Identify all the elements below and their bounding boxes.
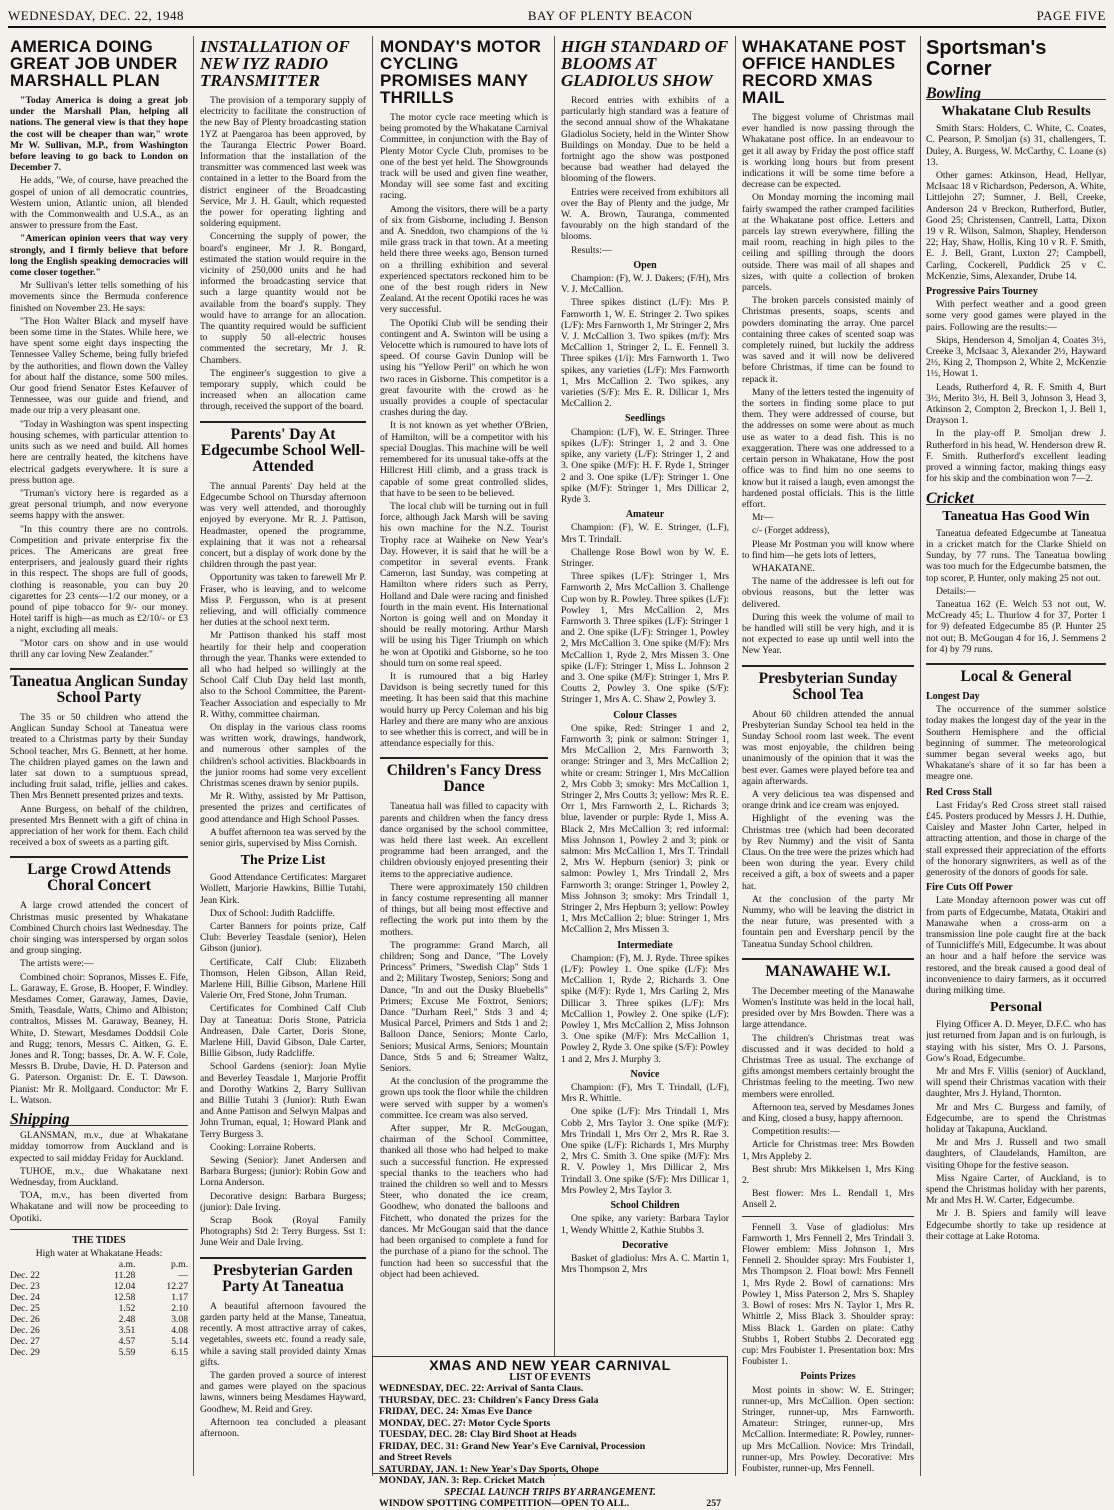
- paragraph: Cooking: Lorraine Roberts.: [210, 1141, 316, 1153]
- paragraph: On display in the various class rooms was written work, drawings, handwork, and numerous other samples of the children's school activities. Blackboards in the junior rooms had some very excellent Christmas scenes drawn by senior pupils.: [200, 721, 366, 789]
- carnival-number: 257: [706, 1498, 721, 1509]
- carnival-event: SATURDAY, JAN. 1: New Year's Day Sports, Ohope: [379, 1463, 599, 1475]
- paragraph: "American opinion veers that way very strongly, and I firmly believe that before long the English speaking democracies will come closer together.": [10, 233, 188, 279]
- article-headline: HIGH STANDARD OF BLOOMS AT GLADIOLUS SHOW: [561, 38, 728, 90]
- article-headline: Taneatua Anglican Sunday School Party: [10, 668, 188, 706]
- paragraph: Competition results:—: [752, 1126, 840, 1138]
- tide-row: [10, 1336, 188, 1347]
- paragraph: Most points in show: W. E. Stringer; runner-up, Mrs McCallion. Open section: Stringer, runner-up, Mrs Farnworth. Amateur: Stringer, runner-up, Mrs McCallion. Intermediate: R. Powley, runner-up Mrs McCallion. Novice: Mrs Trindall, runner-up, Mrs Powley. Decorative: Mrs Foubister, runner-up, Mrs Fennell.: [742, 1384, 914, 1474]
- tide-date: Dec. 24: [10, 1292, 40, 1304]
- carnival-event: FRIDAY, DEC. 31: Grand New Year's Eve Carnival, Procession: [379, 1440, 646, 1452]
- paragraph: "Truman's victory here is regarded as a great personal triumph, and now everyone seems happy with the answer.: [10, 487, 188, 522]
- paragraph: The local club will be turning out in full force, although Jack Marsh will be saving his own machine for the N.Z. Tourist Trophy race at Waiheke on New Year's Day. However, it is said that he will be a competitor in several events. Frank Cameron, last Sunday, was competing at Hamilton where riders such as Perry, Holland and Dale were racing and finished fourth in the main event. His International Norton is going well and on Monday it should be really motoring. Arthur Marsh will be using his Tiger Triumph on which he won at Opotiki and Gisborne, so he too should turn on some real speed.: [380, 500, 548, 669]
- carnival-subtitle: LIST OF EVENTS: [509, 1371, 591, 1383]
- masthead-date: WEDNESDAY, DEC. 22, 1948: [8, 8, 184, 23]
- paragraph: Flying Officer A. D. Meyer, D.F.C. who has just returned from Japan and is on furlough, is staying with his sister, Mrs O. J. Parsons, Gow's Road, Edgecumbe.: [926, 1019, 1106, 1064]
- paragraph: Skips, Henderson 4, Smoljan 4, Coates 3½, Creeke 3, McIsaac 3, Alexander 2½, Hayward 2½, King 2, Thompson 2, White 2, McKenzie 1½, Howat 1.: [926, 334, 1106, 380]
- tide-am: 11.28: [114, 1270, 136, 1282]
- carnival-event: MONDAY, DEC. 27: Motor Cycle Sports: [379, 1417, 551, 1429]
- paragraph: Details:—: [936, 585, 976, 597]
- paragraph: TUHOE, m.v., due Whakatane next Wednesday, from Auckland.: [10, 1165, 188, 1189]
- paragraph: "The Hon Walter Black and myself have been some time in the States. While here, we have spent some eight days inspecting the Tennessee Valley Scheme, being fully briefed by the authorities, and flown down the Valley for about half the distance, some 500 miles. Our good friend Senator Estes Kefauver of Tennessee, was our guide and friend, and made our trip a very pleasant one.: [10, 315, 188, 417]
- paragraph: The broken parcels consisted mainly of Christmas presents, soaps, scents and powders dominating the array. One parcel containing three cakes of scented soap was completely ruined, but luckily the address was saved and it will now be delivered before Christmas, if time can be found to repack it.: [742, 295, 914, 385]
- paragraph: Opportunity was taken to farewell Mr P. Fraser, who is leaving, and to welcome Miss P. Fergusson, who is at present relieving, and will officially commence her duties at the school next term.: [200, 572, 366, 629]
- column-1: [10, 38, 188, 1478]
- paragraph: The 35 or 50 children who attend the Anglican Sunday School at Taneatua were treated to a Christmas party by their Sunday School teacher, Mrs G. Bennett, at her home. The children played games on the lawn and later sat down to a sumptuous spread, including fruit salad, trifle, jellies and cakes. Then Mrs Bennett presented prizes and texts.: [10, 711, 188, 802]
- paragraph: A beautiful afternoon favoured the garden party held at the Manse, Taneatua, recently. A most attractive array of cakes, vegetables, sweets etc. found a ready sale, while a saving stall provided dainty Xmas gifts.: [200, 1300, 366, 1368]
- paragraph: Champion: (F), W. E. Stringer, (L.F), Mrs T. Trindall.: [561, 522, 729, 545]
- column-4: [561, 38, 729, 1350]
- paragraph: Taneatua 162 (E. Welch 53 not out, W. McCready 45; L. Thurlow 4 for 37, Porter 1 for 9) defeated Edgecumbe 85 (P. Hunter 25 not out; B. McGougan 4 for 16, J. Semmens 2 for 4) by 79 runs.: [926, 598, 1106, 655]
- paragraph: Challenge Rose Bowl won by W. E. Stringer.: [561, 546, 729, 569]
- paragraph: Three spikes distinct (L/F): Mrs P. Farnworth 1, W. E. Stringer 2. Two spikes (L/F): Mrs Farnworth 1, Mr Stringer 2, Mrs V. J. McCallion 3. Two spikes (m/f): Mrs McCallion 1, Stringer 2, L. E. Fennell 3. Three spikes (1/i): Mrs Farnworth 1. Two spikes, any varieties (L/F): Mrs Farnworth 1, Mrs McCallion 2. Two spikes, any varieties (S/F): Mrs E. R. Dillicar 1, Mrs McCallion 2.: [561, 297, 729, 410]
- paragraph: Scrap Book (Royal Family Photographs) Std 2: Terry Burgess. Sst 1: June Weir and Dale Irving.: [200, 1215, 366, 1249]
- section-heading: Bowling: [926, 88, 1106, 100]
- paragraph: In the play-off P. Smoljan drew J. Rutherford in his head, W. Henderson drew R. F. Smith. Rutherford's excellent leading proved a winning factor, making things easy for his skip and the combination won 7—2.: [926, 428, 1106, 485]
- paragraph: Decorative design: Barbara Burgess; (junior): Dale Irving.: [200, 1190, 366, 1213]
- paragraph: Carter Banners for points prize, Calf Club: Beverley Teasdale (senior), Helen Gibson (junior).: [200, 921, 366, 955]
- paragraph: At the conclusion of the programme the grown ups took the floor while the children were served with supper by a women's committee. Ice cream was also served.: [380, 1076, 548, 1121]
- tide-pm: 6.15: [171, 1347, 188, 1359]
- paragraph: It is rumoured that a big Harley Davidson is being secretly tuned for this meeting. It has been said that this machine would hurry up Percy Coleman and his big Harley and there are many who are anxious to see whether this is correct, and will be in attendance especially for this.: [380, 670, 548, 750]
- article-headline: MANAWAHE W.I.: [742, 958, 914, 980]
- paragraph: Miss Ngaire Carter, of Auckland, is to spend the Christmas holiday with her parents, Mr and Mrs H. W. Carter, Edgecumbe.: [926, 1172, 1106, 1207]
- tide-am: 1.52: [118, 1303, 136, 1315]
- paragraph: Fennell 3. Vase of gladiolus: Mrs Farnworth 1, Mrs Fennell 2, Mrs Trindall 3. Flower emblem: Miss Johnson 1, Mrs Fennell 2. Shoulder spray: Mrs Foubister 1, Mrs Thompson 2. Float bowl: Mrs Fennell 1, Mrs Ryde 2. Bowl of carnations: Mrs Powley 1, Miss Paterson 2, Mrs S. Shapley 3. Bowl of roses: Mrs N. Taylor 1, Mrs R. Whittle 2, Miss Black 3. Shoulder spray: Miss Black 1. Garden on plate: Cathy Stubbs 1, Robert Stubbs 2. Decorated egg cup: Mrs Foubister 1. Presentation box: Mrs Foubister 1.: [742, 1221, 914, 1368]
- paragraph: Concerning the supply of power, the board's engineer, Mr J. R. Bongard, estimated the station would require in the vicinity of 250,000 units and he had informed the broadcasting service that such a large quantity would not be available from the board's supply. They would have to arrange for an allocation. The quantity required would be sufficient to supply 50 all-electric houses commented the secretary, Mr J. R. Chambers.: [200, 231, 366, 366]
- paragraph: Mr Pattison thanked his staff most heartily for their help and cooperation through the year. Thanks were extended to all who had helped so willingly at the School Calf Club Day held last month, also to the School Committee, the Parent-Teacher Association and especially to Mr R. Withy, committee chairman.: [200, 630, 366, 720]
- paragraph: One spike, any variety: Barbara Taylor 1, Wendy Whittle 2, Kathie Stubbs 3.: [561, 1213, 729, 1236]
- subheading: Intermediate: [617, 939, 673, 951]
- carnival-event: WEDNESDAY, DEC. 22: Arrival of Santa Claus.: [379, 1383, 584, 1394]
- tides-table: [10, 1259, 188, 1358]
- subheading: School Children: [610, 1200, 680, 1212]
- paragraph: School Gardens (senior): Joan Mylie and Beverley Teasdale 1, Marjorie Proffit and Dorothy Watkins 2, Barry Sullivan and Billie Tutahi 3 (Junior): Ruth Ewan and Anne Pattison and Selwyn Malpas and John Truman, equal, 1; Howard Plank and Terry Burgess 3.: [200, 1061, 366, 1140]
- tides-title: THE TIDES: [72, 1234, 126, 1246]
- tide-date: Dec. 27: [10, 1336, 40, 1348]
- subheading: Open: [633, 259, 657, 271]
- tide-pm: 1.17: [171, 1292, 188, 1304]
- masthead: [8, 6, 1106, 28]
- masthead-page: PAGE FIVE: [1036, 8, 1106, 23]
- section-heading: Cricket: [926, 493, 1106, 505]
- paragraph: Last Friday's Red Cross street stall raised £45. Posters produced by Messrs J. H. Duthie, Caisley and Master John Carter, helped in attracting attention, and those in charge of the stall expressed their appreciation of the efforts of the honorary signwriters, as well as of the generosity of the donors of goods for sale.: [926, 799, 1106, 878]
- paragraph: The December meeting of the Manawahe Women's Institute was held in the local hall, presided over by Mrs Bowden. There was a large attendance.: [742, 985, 914, 1031]
- article-headline: INSTALLATION OF NEW IYZ RADIO TRANSMITTER: [200, 38, 350, 90]
- subheading: Progressive Pairs Tourney: [926, 286, 1038, 298]
- paragraph: Champion: (L/F), W. E. Stringer. Three spikes (L/F): Stringer 1, 2 and 3. One spike, any variety (L/F): Stringer 1, 2 and 3. One spike (M/F): H. F. Ryde 1, Stringer 2 and 3. One spike (L/F): Stringer 1. One spike (M/F): Stringer 1, Mrs Dillicar 2, Ryde 3.: [561, 426, 729, 505]
- paragraph: Anne Burgess, on behalf of the children, presented Mrs Bennett with a gift of china in appreciation of her work for them. Each child received a box of sweets as a parting gift.: [10, 803, 188, 849]
- paragraph: Taneatua hall was filled to capacity with parents and children when the fancy dress dance organised by the school committee, was held there last week. An excellent programme had been arranged, and the children obviously enjoyed presenting their items to the appreciative audience.: [380, 801, 548, 880]
- paragraph: Among the visitors, there will be a party of six from Gisborne, including J. Benson and A. Sneddon, two champions of the ¼ mile grass track in that town. At a meeting held there three weeks ago, Benson turned on a thrilling exhibition and several experienced spectators reckoned him to be one of the best rough riders in New Zealand. At the recent Opotiki races he was very successful.: [380, 203, 548, 316]
- paragraph: Afternoon tea, served by Mesdames Jones and King, closed a busy, happy afternoon.: [742, 1101, 914, 1125]
- paragraph: The children's Christmas treat was discussed and it was decided to hold a Christmas Tree as usual. The exchange of gifts amongst members certainly brought the Christmas feeling to the meeting. Two new members were enrolled.: [742, 1032, 914, 1100]
- tides-header-am: a.m.: [118, 1259, 136, 1271]
- paragraph: During this week the volume of mail to be handled will still be very high, and it is not expected to ease up until well into the New Year.: [742, 611, 914, 657]
- tide-am: 3.51: [118, 1325, 136, 1337]
- paragraph: Best flower: Mrs L. Rendall 1, Mrs Ansell 2.: [742, 1188, 914, 1211]
- paragraph: A large crowd attended the concert of Christmas music presented by Whakatane Combined Church choirs last Wednesday. The choir singing was interspersed by organ solos and group singing.: [10, 900, 188, 957]
- paragraph: The Opotiki Club will be sending their contingent and A. Swinton will be using a Velocette which is rumoured to have lots of speed. Of course Gavin Dunlop will be using his "Yellow Peril" on which he won two races in Gisborne. This competitor is a great favourite with the crowd as he usually provides a couple of spectacular crashes during the day.: [380, 317, 548, 419]
- paragraph: Many of the letters tested the ingenuity of the sorters in finding some place to put them. They were addressed of course, but the addresses on some were about as much use as water to a dead fish. This is no exaggeration. There was one addressed to a certain person in Whakatane, How the post office was to find him no one seems to know but it raised a laugh, even amongst the hardened postal officials. This is the little effort.: [742, 386, 914, 510]
- paragraph: Mr J. B. Spiers and family will leave Edgecumbe shortly to take up residence at their cottage at Lake Rotoma.: [926, 1208, 1106, 1242]
- paragraph: Leads, Rutherford 4, R. F. Smith 4, Burt 3½, Merito 3½, H. Bell 3, Johnson 3, Head 3, Atkinson 2, Compton 2, Breckon 1, J. Bell 1, Drayson 1.: [926, 381, 1106, 427]
- carnival-event: THURSDAY, DEC. 23: Children's Fancy Dress Gala: [379, 1394, 599, 1406]
- paragraph: Certificates for Combined Calf Club Day at Taneatua: Doris Stone, Patricia Andreasen, Dale Carter, Doris Stone, Marlene Hill, David Gibson, Dale Carter, Billie Gibson, Judy Radcliffe.: [200, 1003, 366, 1060]
- carnival-event: FRIDAY, DEC. 24: Xmas Eve Dance: [379, 1406, 533, 1417]
- tide-row: [10, 1303, 188, 1314]
- carnival-event: TUESDAY, DEC. 28: Clay Bird Shoot at Heads: [379, 1429, 577, 1440]
- subheading: Amateur: [625, 509, 665, 521]
- tide-row: [10, 1325, 188, 1336]
- sports-corner-title: Sportsman's Corner: [926, 38, 1047, 80]
- column-rule: [554, 36, 555, 1476]
- carnival-special: SPECIAL LAUNCH TRIPS BY ARRANGEMENT.: [444, 1486, 656, 1498]
- paragraph: Afternoon tea concluded a pleasant afternoon.: [200, 1416, 366, 1439]
- paragraph: About 60 children attended the annual Presbyterian Sunday School tea held in the Sunday School room last week. The event was most enjoyable, the children being unanimously of the opinion that it was the best ever. Games were played before tea and again afterwards.: [742, 708, 914, 787]
- article-headline: Taneatua Has Good Win: [942, 508, 1090, 524]
- paragraph: Other games: Atkinson, Head, Hellyar, McIsaac 18 v Richardson, Pederson, A. White, Littlejohn 27; Sumner, J. Bell, Creeke, Anderson 24 v Breckon, Rutherford, Butler, Good 25; Christensen, Cantrell, Latta, Dixon 19 v R. Wilson, Salmon, Shapley, Henderson 22; Hay, Shaw, Hollis, King 10 v R. F. Smith, E. J. Bell, Grant, Luxton 27; Campbell, Carling, Cockerell, Puddick 25 v C. McKenzie, Sims, Alexander, Drube 14.: [926, 170, 1106, 282]
- paragraph: "Motor cars on show and in use would thrill any car loving New Zealander.": [10, 637, 188, 660]
- column-rule: [735, 36, 736, 1476]
- paragraph: Dux of School: Judith Radcliffe.: [210, 907, 335, 919]
- paragraph: Results:—: [571, 244, 612, 256]
- subheading: Decorative: [621, 1239, 669, 1251]
- carnival-window: WINDOW SPOTTING COMPETITION—OPEN TO ALL.: [379, 1498, 630, 1509]
- section-heading: Shipping: [10, 1114, 188, 1126]
- tide-am: 12.58: [113, 1292, 136, 1304]
- paragraph: At the conclusion of the party Mr Nummy, who will be leaving the district in the near future, was presented with a fountain pen and Eversharp pencil by the Taneatua Sunday School children.: [742, 893, 914, 950]
- article-headline: Local & General: [926, 663, 1106, 685]
- paragraph: Basket of gladiolus: Mrs A. C. Martin 1, Mrs Thompson 2, Mrs: [561, 1252, 729, 1276]
- paragraph: One spike (L/F): Mrs Trindall 1, Mrs Cobb 2, Mrs Taylor 3. One spike (M/F): Mrs Trindall 1, Mrs Orr 2, Mrs R. Rae 3. One spike (L/F): Richards 1, Mrs Murphy 2, Mrs C. Smith 3. One spike (M/F): Mrs R. V. Powley 1, Mrs Dillicar 2, Mrs Trindall 3. One spike (S/F): Mrs Dillicar 1, Mrs Powley 2, Mrs Taylor 3.: [561, 1106, 729, 1196]
- column-2: [200, 38, 366, 1478]
- paragraph: Mr and Mrs C. Burgess and family, of Edgecumbe, are to spend the Christmas holiday at Takapuna, Auckland.: [926, 1101, 1106, 1136]
- paragraph: After supper, Mr R. McGougan, chairman of the School Committee, thanked all those who had helped to make such a successful function. He expressed special thanks to the teachers who had trained the children so well and to Messrs Steer, who donated the ice cream, Goodhew, who donated the balloons and Fitchett, who donated the prizes for the dances. Mr McGougan said that the dance had been organised to complete a fund for the purchase of a piano for the school. The function had been so successful that the object had been achieved.: [380, 1123, 548, 1280]
- tide-pm: —: [178, 1270, 188, 1282]
- carnival-title: XMAS AND NEW YEAR CARNIVAL: [429, 1357, 671, 1373]
- article-headline: MONDAY'S MOTOR CYCLING PROMISES MANY THRILLS: [380, 38, 542, 107]
- paragraph: The programme: Grand March, all children; Song and Dance, "The Lovely Princess" Primers, "Swedish Clap" Stds 1 and 2; Military Twostep, Seniors; Song and Dance, "In and out the Dusky Bluebells" Primers; Excuse Me Foxtrot, Seniors; Dance "Durham Reel," Stds 3 and 4; Musical Parcel, Primers and Stds 1 and 2; Balloon Dance, Seniors; Monte Carlo, Seniors; Musical Arms, Seniors; Mountain Dance, Stds 5 and 6; Streamer Waltz, Seniors.: [380, 939, 548, 1075]
- tide-pm: 4.08: [171, 1325, 188, 1337]
- subheading: Colour Classes: [613, 709, 677, 721]
- paragraph: The provision of a temporary supply of electricity to facilitate the construction of the new Bay of Plenty broadcasting station 1YZ at Paengaroa has been approved, by the Tauranga Electric Power Board. Information that the installation of the transmitter was commenced last week was contained in a letter to the Board from the district engineer of the Broadcasting Service, Mr J. H. Gault, which requested the power for operating lighting and soldering equipment.: [200, 95, 366, 230]
- paragraph: The annual Parents' Day held at the Edgecumbe School on Thursday afternoon was very well attended, and thoroughly enjoyed by everyone. Mr R. J. Pattison, Headmaster, opened the programme, explaining that it was not a rehearsal concert, but a display of work done by the children through the past year.: [200, 480, 366, 571]
- paragraph: On Monday morning the incoming mail fairly swamped the rather cramped facilities at the Whakatane post office. Letters and parcels lay strewn everywhere, filling the mail room, reaching in high piles to the ceiling and spilling through the doors outside. There was mail of all shapes and sizes, with quite a collection of broken parcels.: [742, 192, 914, 294]
- paragraph: Mr Sullivan's letter tells something of his movements since the Bermuda conference finished on November 23. He says:: [10, 280, 188, 314]
- article-headline: Presbyterian Sunday School Tea: [742, 665, 914, 703]
- article-headline: Presbyterian Garden Party At Taneatua: [200, 1257, 366, 1295]
- paragraph: Taneatua defeated Edgecumbe at Taneatua in a cricket match for the Clarke Shield on Sunday, by 77 runs. The Taneatua bowling was too much for the Edgecumbe batsmen, the top scorer, P. Hunter, only making 25 not out.: [926, 527, 1106, 584]
- paragraph: The name of the addressee is left out for obvious reasons, but the letter was delivered.: [742, 576, 914, 610]
- tide-pm: 12.27: [166, 1281, 188, 1293]
- paragraph: Champion: (F), W. J. Dakers; (F/H), Mrs V. J. McCallion.: [561, 273, 729, 296]
- carnival-event: MONDAY, JAN. 3: Rep. Cricket Match: [379, 1475, 545, 1486]
- subheading: Seedlings: [624, 413, 665, 425]
- article-headline: Children's Fancy Dress Dance: [380, 757, 548, 795]
- paragraph: One spike, Red: Stringer 1 and 2, Farnworth 3; pink or salmon: Stringer 1, Mrs McCallion 2, Mrs Farnworth 3; orange: Stringer and 3, Mrs McCallion 2; white or cream: Stringer 1, Mrs McCallion 2, Mrs Cobb 3; smoky: Mrs McCallion 1, Stringer 2, Mrs Coutts 3; yellow: Mrs R. E. Orr 1, Mrs Farnworth 2, L. Richards 3; blue, lavender or purple: Ryde 1, Miss A. Black 2, Mrs McCallion 3; red informal: Miss Johnson 1, Powley 2 and 3; pink or salmon: Mrs McCallion 1, Mrs T. Trindall 2, Mrs W. Hepburn (senior) 3; pink or salmon: Powley 1, Mrs Trindall 2, Mrs Farnworth 3; orange: Stringer 1, Powley 2, Miss Johnson 3; smoky: Mrs Trindall 1, Stringer 2, Mrs Hepburn 3; yellow: Powley 1, Mrs McCallion 2; blue: Stringer 1, Mrs McCallion 2, Mrs Missen 3.: [561, 722, 729, 936]
- article-headline: Personal: [989, 1000, 1043, 1016]
- paragraph: The occurrence of the summer solstice today makes the longest day of the year in the Southern Hemisphere and the official beginning of summer. The meteorological summer began several weeks ago, but Whakatane's share of it so far has been a meagre one.: [926, 704, 1106, 783]
- subheading: Red Cross Stall: [926, 786, 992, 798]
- divider: [10, 1229, 188, 1230]
- paragraph: The motor cycle race meeting which is being promoted by the Whakatane Carnival Committee, in conjunction with the Bay of Plenty Motor Cycle Club, promises to be one of the best yet held. The Showgrounds track will be used and given fine weather, Monday will see some fast and exciting racing.: [380, 112, 548, 202]
- paragraph: A very delicious tea was dispensed and orange drink and ice cream was enjoyed.: [742, 788, 914, 812]
- paragraph: Highlight of the evening was the Christmas tree (which had been decorated by Rev Nummy) and the visit of Santa Claus. On the tree were the prizes which had been won during the year. Every child received a gift, a box of sweets and a paper hat.: [742, 813, 914, 892]
- paragraph: Combined choir: Sopranos, Misses E. Fife, L. Garaway, E. Grose, B. Hooper, F. Windley. Mesdames Comer, Garaway, James, Davie, Smith, Teasdale, Watts, Chimo and Albiston; contraltos, Misses M. Garaway, Beaney, H. White, D. Stewart, Mesdames Doddsil Cole and Rugg; tenors, Messrs C. Aitken, G. E. Jones and R. Tong; basses, Dr. A. W. F. Cole, Messrs B. Drube, Davie, H. D. Paterson and G. Paterson. Organist: Dr. E. T. Dawson. Pianist: Mr R. Mollgaard. Conductor: Mr F. L. Watson.: [10, 971, 188, 1106]
- article-headline: The Prize List: [240, 853, 326, 869]
- paragraph: Please Mr Postman you will know where to find him—he gets lots of letters,: [742, 538, 914, 561]
- paragraph: Smith Stars: Holders, C. White, C. Coates, C. Pearson, P. Smoljan (s) 31, challengers, T. Duley, A. Burgess, W. McCarthy, C. Loane (s) 13.: [926, 123, 1106, 168]
- paragraph: Mr and Mrs J. Russell and two small daughters, of Claudelands, Hamilton, are visiting Ohope for the festive season.: [926, 1137, 1106, 1171]
- paragraph: Good Attendance Certificates: Margaret Wollett, Marjorie Hawkins, Billie Tutahi, Jean Kirk.: [200, 872, 366, 906]
- column-rule: [372, 36, 373, 1476]
- paragraph: It is not known as yet whether O'Brien, of Hamilton, will be a competitor with his special Douglas. This machine will be well remembered for its unusual take-offs at the Hillcrest Hill climb, and a grass track is capable of some great controlled slides, that have to be seen to be believed.: [380, 420, 548, 499]
- paragraph: GLANSMAN, m.v., due at Whakatane midday tomorrow from Auckland and is expected to sail midday Friday for Auckland.: [10, 1130, 188, 1164]
- paragraph: "Today in Washington was spent inspecting housing schemes, with particular attention to units such as we need and build. All homes here are centrally heated, the kitchens have electrical gadgets everywhere. It is sure a press button age.: [10, 418, 188, 486]
- tide-row: [10, 1270, 188, 1281]
- paragraph: The garden proved a source of interest and games were played on the spacious lawns, winners being Mesdames Hayward, Goodhew, M. Reid and Grey.: [200, 1369, 366, 1415]
- paragraph: c/- (Forget address),: [752, 525, 830, 537]
- subheading: Fire Cuts Off Power: [926, 882, 1013, 894]
- tide-date: Dec. 26: [10, 1314, 40, 1326]
- paragraph: There were approximately 150 children in fancy costume representing all manner of things, but all being most effective and reflecting the work put into them by the mothers.: [380, 881, 548, 938]
- tide-row: [10, 1292, 188, 1303]
- tides-subtitle: High water at Whakatane Heads:: [35, 1248, 163, 1260]
- paragraph: With perfect weather and a good green some very good games were played in the pairs. Following are the results:—: [926, 299, 1106, 333]
- tide-pm: 3.08: [171, 1314, 188, 1326]
- paragraph: Record entries with exhibits of a particularly high standard was a feature of the second annual show of the Whakatane Gladiolus Society, held in the Winter Show Buildings on Monday. Due to be held a fortnight ago the show was postponed because bad weather had delayed the blooming of the flowers.: [561, 95, 729, 185]
- paragraph: Mr—: [752, 512, 774, 524]
- tide-am: 4.57: [118, 1336, 136, 1348]
- tide-pm: 2.10: [171, 1303, 188, 1315]
- carnival-advertisement: [372, 1356, 728, 1509]
- subheading: Novice: [630, 1068, 660, 1080]
- tides-header: [10, 1259, 83, 1270]
- tide-am: 12.04: [113, 1281, 136, 1293]
- tide-date: Dec. 26: [10, 1325, 40, 1337]
- paragraph: Certificate, Calf Club: Elizabeth Thomson, Helen Gibson, Allan Reid, Marlene Hill, Billie Gibson, Marlene Hill Valerie Orr, Fred Stone, John Truman.: [200, 956, 366, 1002]
- paragraph: The artists were:—: [20, 958, 94, 970]
- paragraph: Champion: (F), M. J. Ryde. Three spikes (L/F): Powley 1. One spike (L/F): Mrs McCallion 1, Ryde 2, Richards 3. One spike (M/F): Ryde 1, Mrs Carling 2, Mrs Dillicar 3. Three spikes (L/F): Mrs McCallion 1, Powley 2. One spike (L/F): Powley 1, Mrs McCallion 2, Miss Johnson 3. One spike (M/F): Mrs McCallion 1, Powley 2, Ryde 3. One spike (S/F): Powley 1 and 2, Mrs J. Murphy 3.: [561, 952, 729, 1065]
- column-6-sports: [926, 38, 1106, 1478]
- carnival-footer: [379, 1498, 721, 1510]
- column-3: [380, 38, 548, 1350]
- tide-row: [10, 1281, 188, 1292]
- article-headline: AMERICA DOING GREAT JOB UNDER MARSHALL PLAN: [10, 38, 178, 90]
- paragraph: Entries were received from exhibitors all over the Bay of Plenty and the judge, Mr W. A. Brown, Tauranga, commented favourably on the high standard of the blooms.: [561, 186, 729, 243]
- article-headline: WHAKATANE POST OFFICE HANDLES RECORD XMAS MAIL: [742, 38, 907, 107]
- tide-date: Dec. 22: [10, 1270, 40, 1282]
- paragraph: The biggest volume of Christmas mail ever handled is now passing through the Whakatane post office. In an endeavour to get it all away by Friday the post office staff is working long hours but from present indications it will be some time before a decrease can be expected.: [742, 112, 914, 191]
- masthead-paper: BAY OF PLENTY BEACON: [527, 8, 693, 23]
- tide-row: [10, 1347, 188, 1358]
- paragraph: WHAKATANE.: [752, 562, 815, 574]
- carnival-event: and Street Revels: [379, 1452, 452, 1463]
- tide-pm: 5.14: [171, 1336, 188, 1348]
- paragraph: Article for Christmas tree: Mrs Bowden 1, Mrs Appleby 2.: [742, 1139, 914, 1162]
- paragraph: He adds, "We, of course, have preached the gospel of union of all democratic countries, Western union, Atlantic union, all blended with the Commonwealth and U.S.A., as an answer to pressure from the East.: [10, 175, 188, 232]
- paragraph: Best shrub: Mrs Mikkelsen 1, Mrs King 2.: [742, 1163, 914, 1187]
- carnival-events: [379, 1383, 721, 1487]
- divider: [742, 1216, 914, 1217]
- tide-row: [10, 1314, 188, 1325]
- paragraph: Late Monday afternoon power was cut off from parts of Edgecumbe, Matata, Otakiri and Manawahe when a cross-arm on a transmission line pole caught fire at the back of Tunnicliffe's Mill, Edgecumbe. It was about an hour and a half before the service was restored, and the break caused a good deal of inconvenience to dairy farmers, as it occurred during milking time.: [926, 895, 1106, 997]
- subheading: Points Prizes: [800, 1371, 856, 1383]
- article-headline: Parents' Day At Edgecumbe School Well-Attended: [200, 421, 366, 475]
- column-rule: [193, 36, 194, 1476]
- article-headline: Whakatane Club Results: [941, 104, 1091, 120]
- tide-date: Dec. 23: [10, 1281, 40, 1293]
- paragraph: Mr R. Withy, assisted by Mr Pattison, presented the prizes and certificates of good attendance and High School Passes.: [200, 791, 366, 825]
- paragraph: "In this country there are no controls. Competition and private enterprise fix the prices. The Americans are great free enterprisers, and jealously guard their rights in this respect. The shops are full of goods, clothing is reasonable, you can buy 20 cigarettes for 23 cents—1/2 our money, or a pound of pipe tobacco for 9/- our money. Hotel tariff is high—as much as £2/10/- or £3 a night, excluding all meals.: [10, 523, 188, 636]
- paragraph: Champion: (F), Mrs T. Trindall, (L/F), Mrs R. Whittle.: [561, 1082, 729, 1105]
- paragraph: A buffet afternoon tea was served by the senior girls, supervised by Miss Cornish.: [200, 826, 366, 849]
- tide-am: 2.48: [118, 1314, 136, 1326]
- paragraph: Three spikes (L/F): Stringer 1, Mrs Farnworth 2, Mrs McCallion 3. Challenge Cup won by R. Powley. Three spikes (L/F): Powley 1, Mrs McCallion 2, Mrs Farnworth 3. Three spikes (L/F): Stringer 1 and 2. One spike (L/F): Stringer 1, Powley 2, Mrs McCallion 3. One spike (M/F): Mrs McCallion 1, Ryde 2, Mrs Missen 3. One spike (L/F): Stringer 1, Miss L. Johnson 2 and 3. One spike (M/F): Stringer 1, Mrs P. Coutts 2, Powley 3. One spike (S/F): Stringer 1, Mrs A. C. Shaw 2, Powley 3.: [561, 571, 729, 706]
- paragraph: TOA, m.v., has been diverted from Whakatane and will now be proceeding to Opotiki.: [10, 1190, 188, 1224]
- tide-date: Dec. 29: [10, 1347, 40, 1359]
- paragraph: Sewing (Senior): Janet Andersen and Barbara Burgess; (junior): Robin Gow and Lorna Anderson.: [200, 1155, 366, 1189]
- tide-am: 5.59: [118, 1347, 136, 1359]
- column-5: [742, 38, 914, 1478]
- article-headline: Large Crowd Attends Choral Concert: [10, 856, 188, 894]
- subheading: Longest Day: [926, 690, 980, 702]
- paragraph: Mr and Mrs F. Villis (senior) of Auckland, will spend their Christmas vacation with their daughter, Mrs J. Hyland, Thornton.: [926, 1066, 1106, 1100]
- tide-date: Dec. 25: [10, 1303, 40, 1315]
- paragraph: The engineer's suggestion to give a temporary supply, which could be increased when an allocation came through, received the support of the board.: [200, 367, 366, 413]
- article-lead: "Today America is doing a great job under the Marshall Plan, helping all nations. The general view is that they hope the cost will be cheaper than war," wrote Mr W. Sullivan, M.P., from Washington before leaving to go back to London on December 7.: [10, 95, 188, 174]
- column-rule: [920, 36, 921, 1476]
- tides-header-pm: p.m.: [170, 1259, 188, 1271]
